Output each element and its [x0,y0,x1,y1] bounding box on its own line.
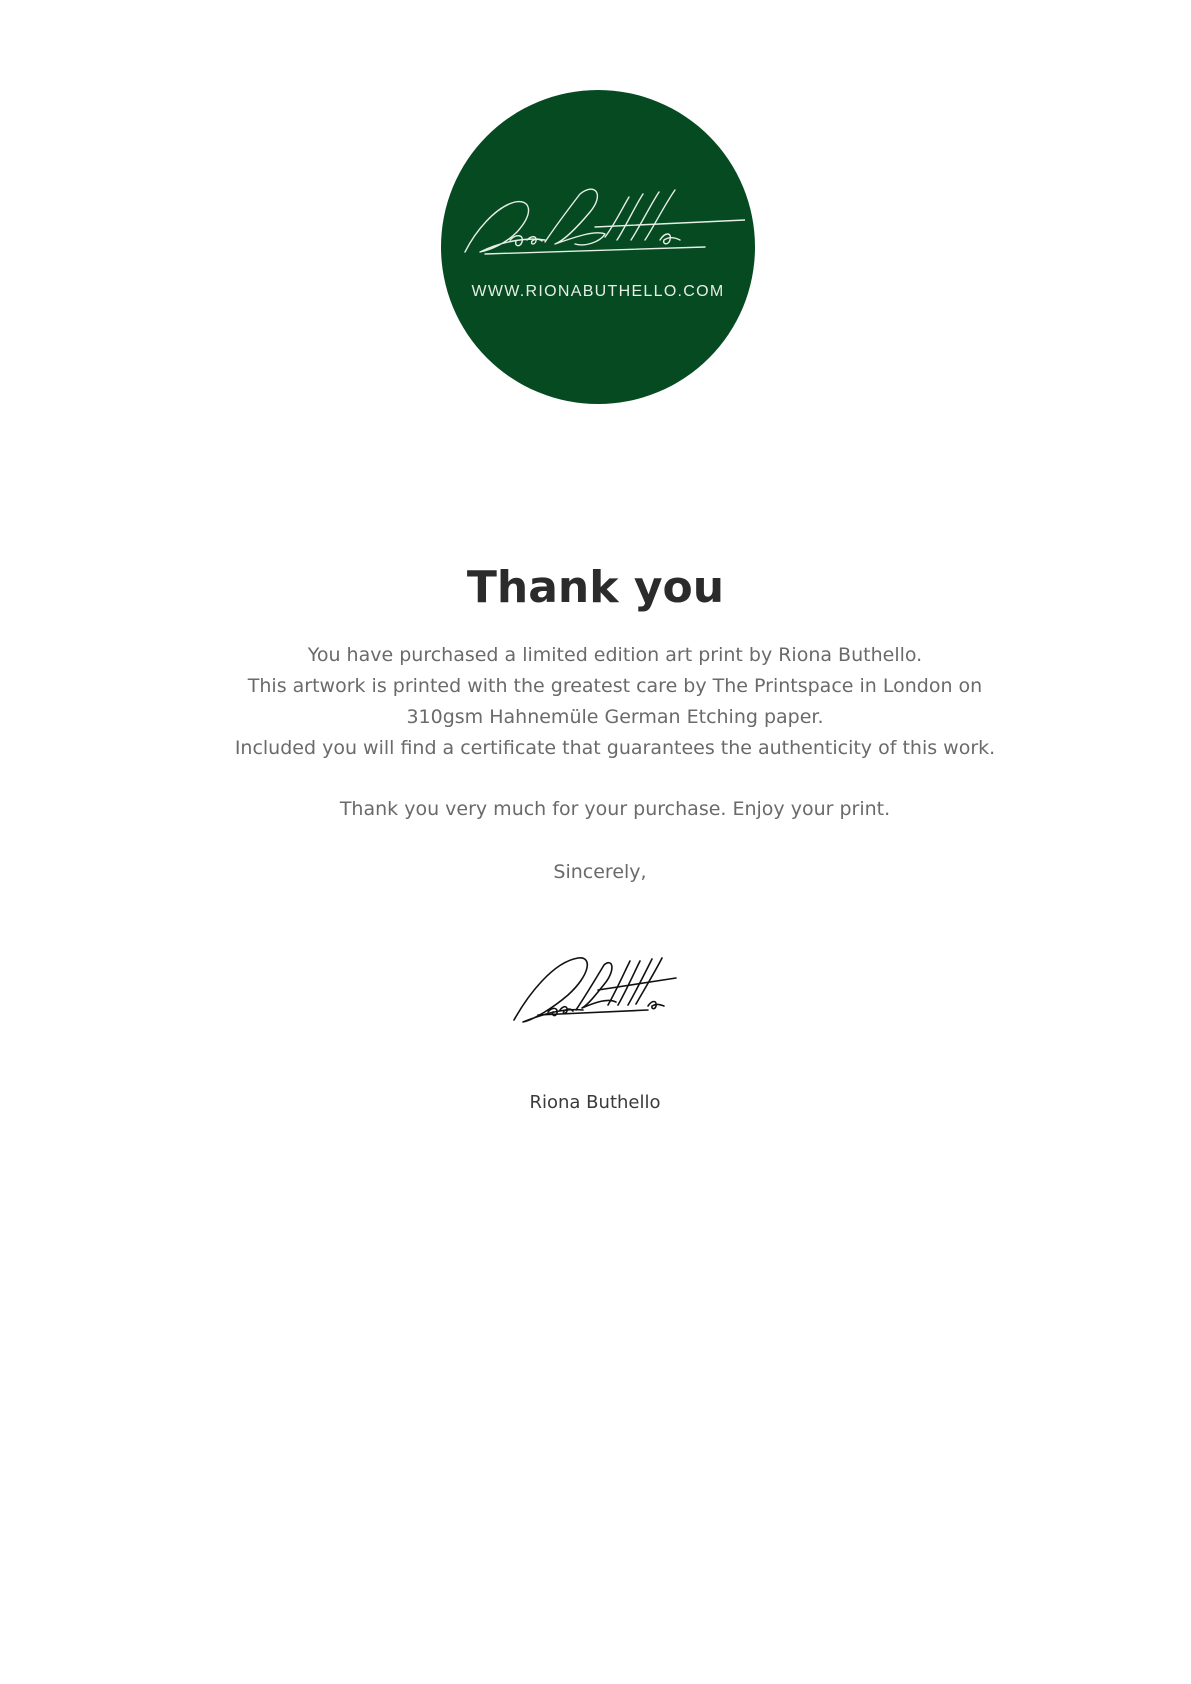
closing-salutation: Sincerely, [553,861,647,883]
logo-badge [441,90,755,404]
message-line: Included you will find a certificate that guarantees the authenticity of this work. [234,737,996,759]
handwritten-signature [508,950,678,1030]
logo-signature [455,182,745,262]
message-line: This artwork is printed with the greatest care by The Printspace in London on [247,675,983,697]
page-title: Thank you [466,562,725,613]
purchase-message [200,640,1030,764]
message-line: You have purchased a limited edition art print by Riona Buthello. [307,644,923,666]
thanks-line: Thank you very much for your purchase. Enjoy your print. [339,798,891,820]
message-line: 310gsm Hahnemüle German Etching paper. [406,706,824,728]
signer-name: Riona Buthello [529,1092,661,1113]
website-url: WWW.RIONABUTHELLO.COM [471,283,725,300]
